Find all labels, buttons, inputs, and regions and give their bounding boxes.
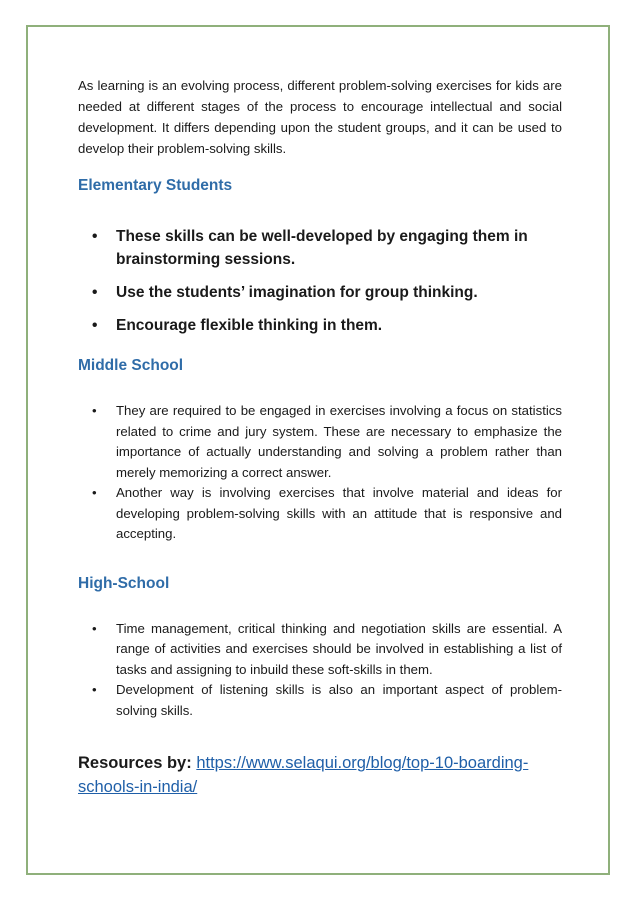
elementary-heading: Elementary Students	[78, 177, 233, 194]
list-item	[78, 483, 562, 545]
list-item	[78, 680, 562, 721]
list-item-text: Use the students’ imagination for group thinking.	[116, 284, 478, 301]
list-item	[78, 225, 562, 271]
bullet-icon: •	[92, 620, 97, 636]
middle-school-heading: Middle School	[78, 357, 184, 374]
list-item	[78, 281, 562, 304]
bullet-icon: •	[92, 317, 98, 334]
resources-line	[78, 751, 562, 799]
list-item	[78, 314, 562, 337]
list-item-text: Another way is involving exercises that involve material and ideas for developing problem-solving skills with an attitude that is responsive and accepting.	[116, 485, 562, 541]
elementary-list	[78, 225, 562, 337]
document-body	[78, 75, 562, 799]
high-school-list	[78, 619, 562, 722]
list-item-text: These skills can be well-developed by engaging them in brainstorming sessions.	[116, 228, 528, 268]
middle-school-list	[78, 401, 562, 545]
bullet-icon: •	[92, 403, 97, 418]
bullet-icon: •	[92, 485, 97, 500]
bullet-icon: •	[92, 682, 97, 697]
resources-label: Resources by:	[78, 754, 192, 772]
intro-paragraph: As learning is an evolving process, different problem-solving exercises for kids are needed at different stages of the process to encourage intellectual and social development. It differs depending upon the student groups, and it can be used to develop their problem-solving skills.	[78, 78, 562, 156]
list-item	[78, 619, 562, 681]
list-item-text: Encourage flexible thinking in them.	[116, 317, 383, 334]
list-item	[78, 401, 562, 483]
high-school-heading: High-School	[78, 574, 170, 592]
list-item-text: Time management, critical thinking and negotiation skills are essential. A range of activities and exercises should be involved in establishing a list of tasks and assigning to inbuild these soft-skills in them.	[116, 620, 562, 677]
bullet-icon: •	[92, 284, 98, 301]
resources-link[interactable]: https://www.selaqui.org/blog/top-10-boarding-schools-in-india/	[78, 754, 529, 796]
list-item-text: They are required to be engaged in exercises involving a focus on statistics related to crime and jury system. These are necessary to emphasize the importance of actually understanding and solving a problem rather than merely memorizing a correct answer.	[116, 403, 562, 480]
list-item-text: Development of listening skills is also an important aspect of problem-solving skills.	[116, 682, 562, 718]
bullet-icon: •	[92, 228, 98, 245]
